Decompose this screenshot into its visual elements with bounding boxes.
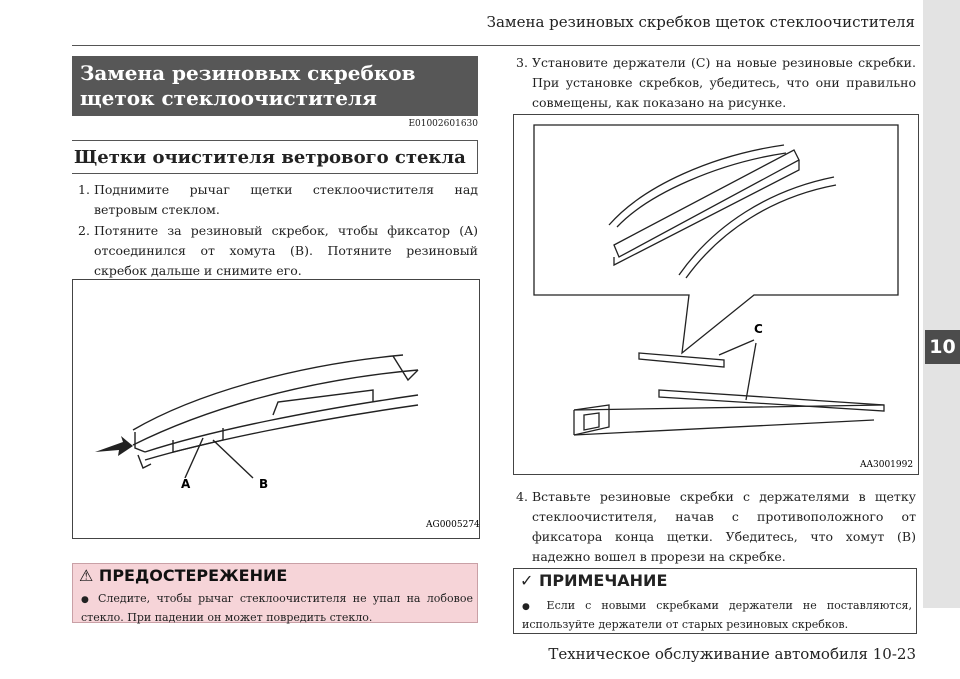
wiper-blade-illustration (73, 280, 479, 538)
chapter-number-tab: 10 (925, 330, 960, 364)
step-number: 1. (78, 182, 90, 197)
subheading: Щетки очистителя ветрового стекла (72, 140, 478, 174)
step-3 (516, 53, 916, 113)
step-number: 3. (516, 55, 528, 70)
step-text: Вставьте резиновые скребки с держателями в щетку стеклоочистителя, начав с противоположного от фиксатора конца щетки. Убедитесь, что хомут (B) надежно вошел в прорези на скребке. (532, 489, 916, 564)
step-1 (78, 180, 478, 220)
note-heading: ✓ ПРИМЕЧАНИЕ (520, 571, 668, 590)
figure-code: AG0005274 (426, 520, 479, 530)
callout-bubble (534, 125, 898, 353)
section-title: Замена резиновых скребков щеток стеклоочистителя (72, 56, 478, 116)
warning-triangle-icon: ⚠ (79, 566, 94, 585)
bullet-icon: ● (81, 595, 92, 605)
step-number: 2. (78, 223, 90, 238)
figure-wiper-removal (72, 279, 480, 539)
header-rule (72, 45, 920, 46)
note-text: Если с новыми скребками держатели не поставляются, используйте держатели от старых резиновых скребков. (522, 599, 912, 631)
step-text: Потяните за резиновый скребок, чтобы фиксатор (A) отсоединился от хомута (B). Потяните резиновый скребок дальше и снимите его. (94, 223, 478, 278)
warning-heading: ⚠ ПРЕДОСТЕРЕЖЕНИЕ (79, 566, 288, 585)
figure-holders-install (513, 114, 919, 475)
section-code: E01002601630 (408, 119, 478, 129)
running-header: Замена резиновых скребков щеток стеклоочистителя (486, 13, 915, 31)
step-4 (516, 487, 916, 567)
figure-code: AA3001992 (860, 460, 914, 470)
checkmark-icon: ✓ (520, 571, 534, 590)
step-text: Установите держатели (C) на новые резиновые скребки. При установке скребков, убедитесь, что они правильно совмещены, как показано на рисунке. (532, 55, 916, 110)
note-body (522, 597, 912, 633)
warning-text: Следите, чтобы рычаг стеклоочистителя не упал на лобовое стекло. При падении он может повредить стекло. (81, 592, 473, 624)
page-footer: Техническое обслуживание автомобиля 10-23 (548, 645, 916, 663)
step-2 (78, 221, 478, 281)
chapter-tab-strip (923, 0, 960, 608)
label-b: B (259, 477, 269, 491)
step-number: 4. (516, 489, 528, 504)
step-text: Поднимите рычаг щетки стеклоочистителя над ветровым стеклом. (94, 182, 478, 217)
label-a: A (181, 477, 191, 491)
wiper-holders-illustration (514, 115, 918, 474)
warning-box (72, 563, 478, 623)
pull-arrow-icon (95, 436, 133, 456)
warning-body (81, 590, 473, 626)
bullet-icon: ● (522, 602, 537, 612)
label-c: C (754, 322, 763, 336)
note-box (513, 568, 917, 634)
